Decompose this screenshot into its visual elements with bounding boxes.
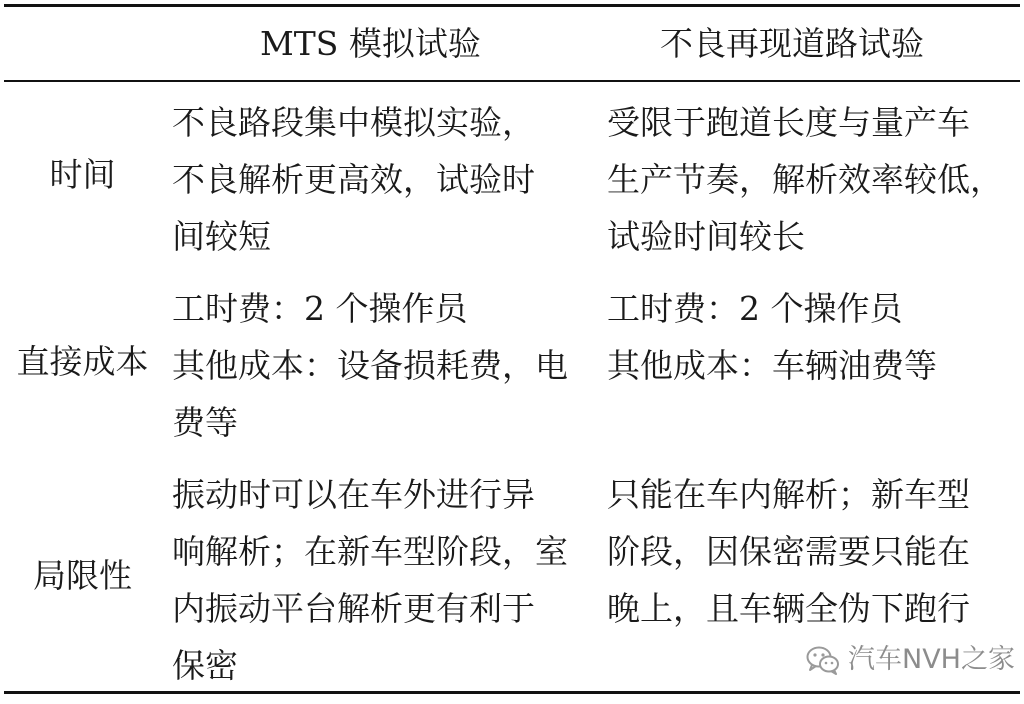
header-road-test: 不良再现道路试验: [660, 24, 924, 63]
cell-line: 内振动平台解析更有利于: [172, 589, 535, 628]
cell-line: 间较短: [172, 217, 271, 256]
table-cell-limit-mts: [172, 466, 568, 694]
row-label-time: 时间: [49, 155, 116, 194]
table-cell-cost-road: [607, 280, 937, 394]
cell-line: 受限于跑道长度与量产车: [607, 103, 970, 142]
cell-line: 生产节奏，解析效率较低，: [607, 160, 1003, 199]
cell-line: 响解析；在新车型阶段，室: [172, 532, 568, 571]
table-cell-time-road: [607, 94, 1003, 265]
cell-line: 不良解析更高效，试验时: [172, 160, 535, 199]
cell-line: 其他成本：设备损耗费，电: [172, 346, 568, 385]
cell-line: 保密: [172, 646, 238, 685]
table-cell-time-mts: [172, 94, 535, 265]
cell-line: 工时费：2 个操作员: [172, 289, 468, 328]
row-label-direct-cost: 直接成本: [16, 342, 149, 381]
table-header-rule: [4, 80, 1020, 82]
wechat-icon: [806, 645, 840, 675]
table-cell-limit-road: [607, 466, 970, 637]
cell-line: 费等: [172, 403, 238, 442]
cell-line: 晚上，且车辆全伪下跑行: [607, 589, 970, 628]
watermark-text: 汽车NVH之家: [848, 644, 1015, 675]
row-label-limitations: 局限性: [33, 556, 132, 595]
cell-line: 只能在车内解析；新车型: [607, 475, 970, 514]
cell-line: 试验时间较长: [607, 217, 805, 256]
cell-line: 阶段，因保密需要只能在: [607, 532, 970, 571]
cell-line: 不良路段集中模拟实验，: [172, 103, 535, 142]
header-mts-simulation: MTS 模拟试验: [260, 24, 481, 63]
cell-line: 工时费：2 个操作员: [607, 289, 903, 328]
cell-line: 振动时可以在车外进行异: [172, 475, 535, 514]
table-top-rule: [4, 4, 1020, 7]
watermark: [806, 640, 1015, 680]
cell-line: 其他成本：车辆油费等: [607, 346, 937, 385]
table-cell-cost-mts: [172, 280, 568, 451]
